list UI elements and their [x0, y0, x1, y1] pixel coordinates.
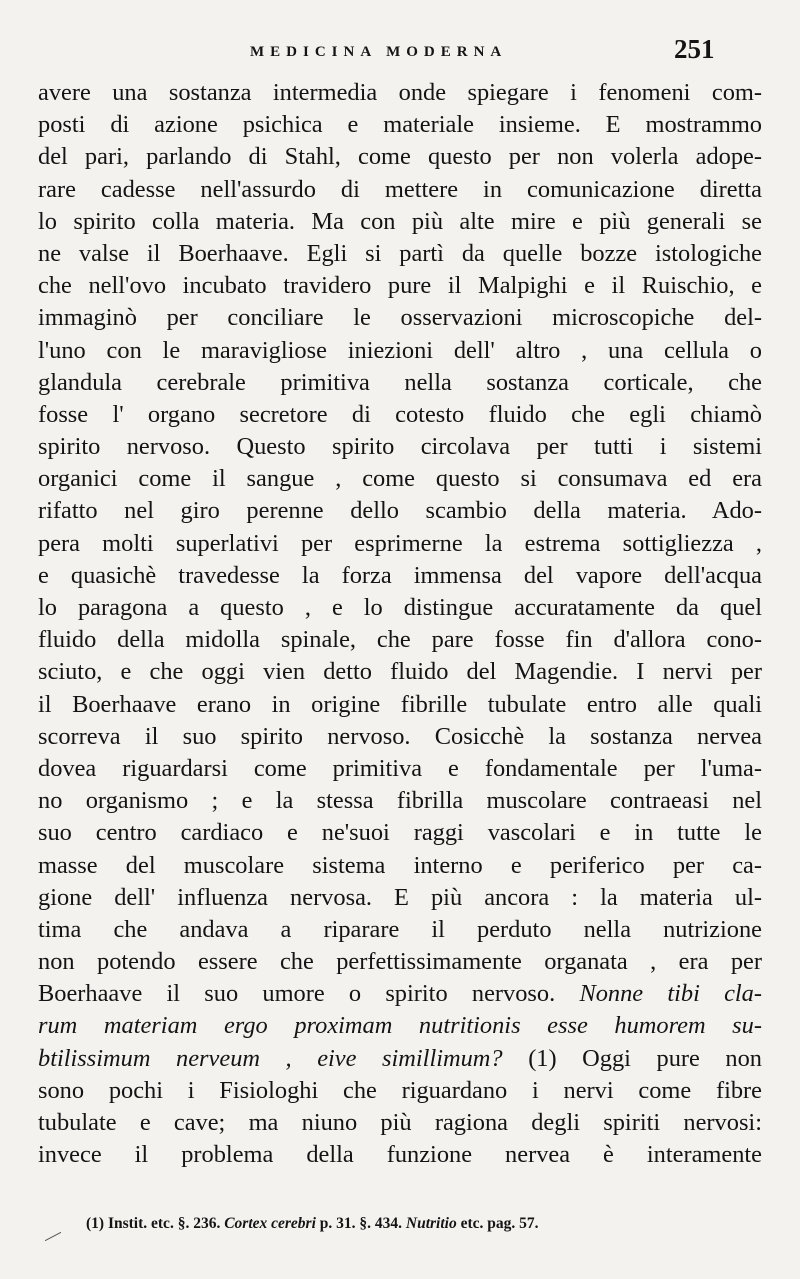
text-line: [38, 1043, 762, 1075]
closing-lines: [38, 1075, 762, 1172]
latin-quote: btilissimum nerveum , eive simillimum?: [38, 1044, 503, 1072]
text-line: rifatto nel giro perenne dello scambio della materia. Ado-: [38, 497, 762, 525]
text-line: invece il problema della funzione nervea è interamente: [38, 1141, 762, 1169]
text-line: rare cadesse nell'assurdo di mettere in comunicazione diretta: [38, 175, 762, 203]
footnote: [86, 1215, 539, 1233]
text-line: non potendo essere che perfettissimamente organata , era per: [38, 948, 762, 976]
footnote-citation: Instit. etc. §. 236.: [107, 1215, 221, 1232]
text-line: fosse l' organo secretore di cotesto fluido che egli chiamò: [38, 400, 762, 428]
footnote-citation: etc. pag. 57.: [460, 1215, 539, 1232]
body-text: [38, 77, 762, 1171]
text-line: dovea riguardarsi come primitiva e fondamentale per l'uma-: [38, 754, 762, 782]
text-line: suo centro cardiaco e ne'suoi raggi vascolari e in tutte le: [38, 819, 762, 847]
text-line: posti di azione psichica e materiale insieme. E mostrammo: [38, 111, 762, 139]
text-line: gione dell' influenza nervosa. E più ancora : la materia ul-: [38, 883, 762, 911]
text-line: [38, 978, 762, 1010]
text-line: sono pochi i Fisiologhi che riguardano i nervi come fibre: [38, 1076, 762, 1104]
text-line: sciuto, e che oggi vien detto fluido del Magendie. I nervi per: [38, 658, 762, 686]
text-line: fluido della midolla spinale, che pare fosse fin d'allora cono-: [38, 626, 762, 654]
text-line: che nell'ovo incubato travidero pure il Malpighi e il Ruischio, e: [38, 272, 762, 300]
text-line: pera molti superlativi per esprimerne la estrema sottigliezza ,: [38, 529, 762, 557]
text-line: il Boerhaave erano in origine fibrille tubulate entro alle quali: [38, 690, 762, 718]
text-line: lo paragona a questo , e lo distingue accuratamente da quel: [38, 594, 762, 621]
latin-quote: rum materiam ergo proximam nutritionis esse humorem su-: [38, 1012, 762, 1040]
running-title: MEDICINA MODERNA: [250, 44, 508, 60]
latin-quote: Nonne tibi cla-: [579, 980, 762, 1008]
page-number: 251: [674, 34, 715, 64]
text-line: spirito nervoso. Questo spirito circolava per tutti i sistemi: [38, 433, 762, 461]
text-line: lo spirito colla materia. Ma con più alte mire e più generali se: [38, 207, 762, 235]
footnote-italic: Cortex cerebri: [224, 1215, 316, 1232]
text-line: avere una sostanza intermedia onde spiegare i fenomeni com-: [38, 79, 762, 106]
text-line: l'uno con le maravigliose iniezioni dell' altro , una cellula o: [38, 336, 762, 364]
text-line: scorreva il suo spirito nervoso. Cosicchè la sostanza nervea: [38, 722, 762, 750]
text-line: del pari, parlando di Stahl, come questo per non volerla adope-: [38, 143, 762, 171]
footnote-marker: (1): [86, 1215, 105, 1232]
text-line: immaginò per conciliare le osservazioni microscopiche del-: [38, 304, 762, 332]
text-line: tubulate e cave; ma niuno più ragiona degli spiriti nervosi:: [38, 1109, 762, 1136]
text-line: e quasichè travedesse la forza immensa del vapore dell'acqua: [38, 561, 762, 589]
text-line: ne valse il Boerhaave. Egli si partì da quelle bozze istologiche: [38, 239, 762, 267]
text-line: no organismo ; e la stessa fibrilla muscolare contraeasi nel: [38, 787, 762, 815]
stray-mark: [45, 1232, 61, 1241]
main-lines: [38, 77, 762, 978]
text-line: tima che andava a riparare il perduto nella nutrizione: [38, 915, 762, 943]
line-suffix: (1) Oggi pure non: [528, 1044, 762, 1072]
text-line: [38, 1010, 762, 1042]
text-line: masse del muscolare sistema interno e periferico per ca-: [38, 851, 762, 879]
text-line: glandula cerebrale primitiva nella sostanza corticale, che: [38, 368, 762, 396]
line-prefix: Boerhaave il suo umore o spirito nervoso.: [38, 980, 556, 1008]
footnote-citation: p. 31. §. 434.: [319, 1215, 403, 1232]
footnote-italic: Nutritio: [405, 1215, 457, 1232]
text-line: organici come il sangue , come questo si consumava ed era: [38, 465, 762, 493]
